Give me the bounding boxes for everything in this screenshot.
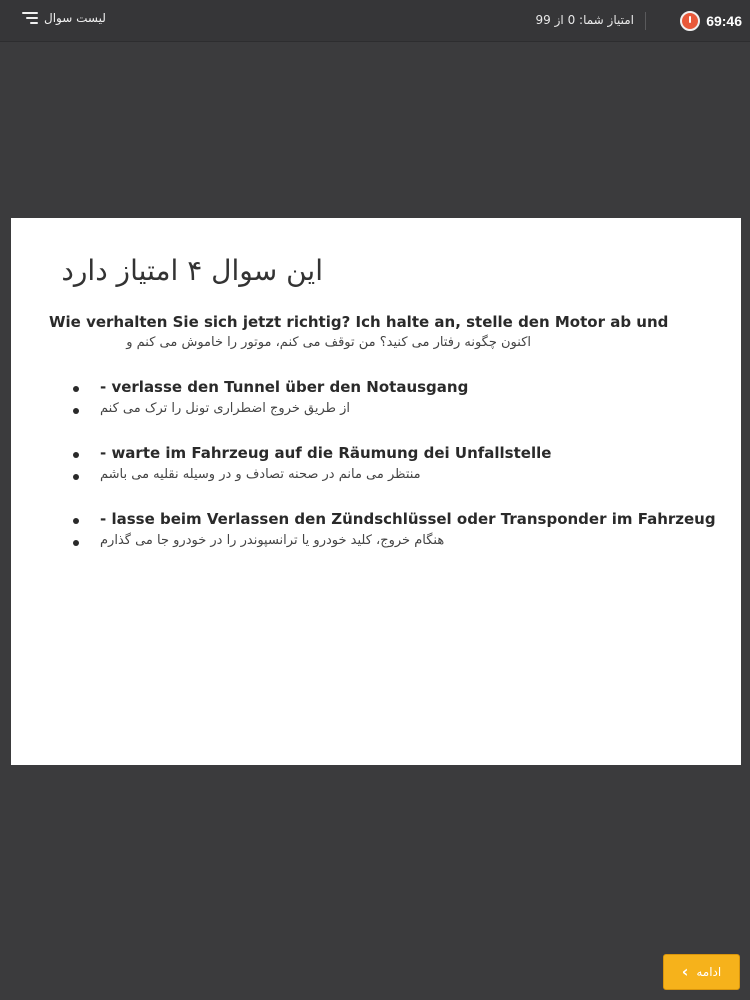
option-text-persian: هنگام خروج، کلید خودرو یا ترانسپوندر را در خودرو جا می گذارم: [100, 533, 445, 548]
list-icon: [22, 12, 38, 24]
question-text-german: Wie verhalten Sie sich jetzt richtig? Ich halte an, stelle den Motor ab und: [49, 313, 669, 331]
option-text-persian: منتظر می مانم در صحنه تصادف و در وسیله نقلیه می باشم: [100, 467, 421, 482]
question-title: این سوال ۴ امتیاز دارد: [61, 254, 323, 287]
bullet: [73, 518, 79, 524]
bullet: [73, 452, 79, 458]
chevron-right-icon: ›: [681, 962, 689, 981]
question-list-button[interactable]: [22, 11, 106, 25]
continue-button[interactable]: [663, 954, 740, 990]
score-text: امتیاز شما: 0 از 99: [535, 13, 634, 27]
bullet: [73, 408, 79, 414]
bullet: [73, 540, 79, 546]
question-list-label: لیست سوال: [44, 11, 106, 25]
question-text-persian: اکنون چگونه رفتار می کنید؟ من توقف می کنم، موتور را خاموش می کنم و: [126, 335, 531, 350]
timer-text: 69:46: [706, 13, 742, 29]
timer: [680, 10, 742, 32]
top-bar: [0, 0, 750, 42]
stopwatch-icon: [680, 11, 700, 31]
option-text-persian: از طریق خروج اضطراری تونل را ترک می کنم: [100, 401, 351, 416]
question-card: [11, 218, 741, 765]
option-text-german: - lasse beim Verlassen den Zündschlüssel oder Transponder im Fahrzeug: [100, 510, 716, 528]
bullet: [73, 386, 79, 392]
continue-label: ادامه: [696, 965, 722, 979]
bullet: [73, 474, 79, 480]
header-divider: [645, 12, 646, 30]
option-text-german: - verlasse den Tunnel über den Notausgang: [100, 378, 469, 396]
option-text-german: - warte im Fahrzeug auf die Räumung dei Unfallstelle: [100, 444, 552, 462]
